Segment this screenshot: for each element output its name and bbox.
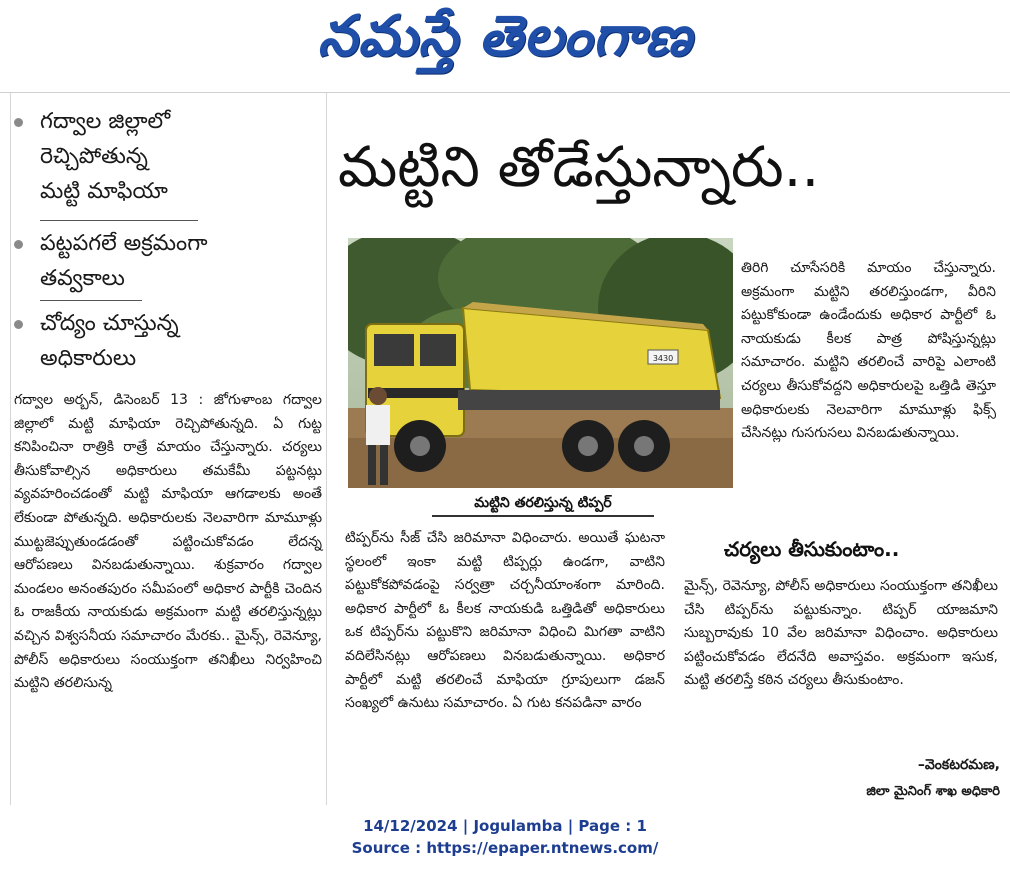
article-column-4 bbox=[684, 575, 998, 693]
bullet-line: చోద్యం చూస్తున్న bbox=[40, 311, 179, 336]
bullet-line: తవ్వకాలు bbox=[40, 266, 125, 291]
masthead-title: నమస్తే తెలంగాణ bbox=[317, 4, 693, 69]
footer-source: Source : https://epaper.ntnews.com/ bbox=[351, 839, 659, 857]
article-paragraph: తిరిగి చూసేసరికి మాయం చేస్తున్నారు. అక్రమంగా మట్టిని తరలిస్తుండగా, వీరిని పట్టుకోకుండా ఉండేందుకు అధికార పార్టీలో ఓ నాయకుడు కీలక పాత్ర పోషిస్తున్నట్లు సమాచారం. మట్టిని తరలించే వారిపై ఎలాంటి చర్యలు తీసుకోవద్దని అధికారులపై ఒత్తిడి తెస్తూ అధికారులకు నెలవారిగా మామూళ్లు ఫిక్స్ చేసినట్లు గుసగుసలు వినబడుతున్నాయి. bbox=[741, 260, 996, 442]
bullet-line: పట్టపగలే అక్రమంగా bbox=[40, 231, 208, 256]
photo-caption: మట్టిని తరలిస్తున్న టిప్పర్ bbox=[432, 491, 654, 517]
bullet-item-1 bbox=[14, 104, 314, 209]
article-column-2 bbox=[345, 527, 665, 716]
bullet-line: రెచ్చిపోతున్న bbox=[40, 144, 148, 169]
bullet-dot bbox=[14, 240, 23, 249]
masthead-divider bbox=[0, 92, 1010, 93]
bullet-dot bbox=[14, 118, 23, 127]
bullet-separator bbox=[40, 220, 198, 221]
article-paragraph: గద్వాల అర్బన్, డిసెంబర్ 13 : జోగుళాంబ గద్వాల జిల్లాలో మట్టి మాఫియా రెచ్చిపోతున్నది. ఏ గుట్ట కనిపించినా రాత్రికి రాత్రే మాయం చేస్తున్నారు. చర్యలు తీసుకోవాల్సిన అధికారులు తమకేమీ పట్టనట్లు వ్యవహరించడంతో మట్టి మాఫియా ఆగడాలకు అంతే లేకుండా పోతున్నది. అధికారులకు నెలవారిగా మామూళ్లు ముట్టజెప్పుతుండడంతో పట్టించుకోవడం లేదన్న ఆరోపణలు వినబడుతున్నాయి. శుక్రవారం గద్వాల మండలం అనంతపురం సమీపంలో అధికార పార్టీకి చెందిన ఓ రాజకీయ నాయకుడు అక్రమంగా మట్టి తరలిస్తున్నట్లు వచ్చిన విశ్వసనీయ సమాచారం మేరకు.. మైన్స్, రెవెన్యూ, పోలీస్ అధికారులు సంయుక్తంగా తనిఖీలు నిర్వహించి మట్టిని తరలిసున్న bbox=[14, 392, 322, 692]
article-paragraph: టిప్పర్‌ను సీజ్ చేసి జరిమానా విధించారు. అయితే ఘటనా స్థలంలో ఇంకా మట్టి టిప్పర్లు ఉండగా, వాటిని పట్టుకోకపోవడంపై సర్వత్రా చర్చనీయాంశంగా మారింది. అధికార పార్టీలో ఓ కీలక నాయకుడి ఒత్తిడితో అధికారులు ఒక టిప్పర్‌ను పట్టుకొని జరిమానా విధించి మిగతా వాటిని వదిలేసినట్లు ఆరోపణలు వినబడుతున్నాయి. అధికార పార్టీలో మట్టి తరలించే మాఫియా గ్రూపులుగా డజన్ సంఖ్యలో ఉనుటు సమాచారం. ఏ గుట కనపడినా వారం bbox=[345, 530, 665, 712]
column-rule bbox=[326, 93, 327, 805]
headline: మట్టిని తోడేస్తున్నారు.. bbox=[338, 135, 820, 200]
bullet-line: గద్వాల జిల్లాలో bbox=[40, 109, 171, 134]
article-paragraph: మైన్స్, రెవెన్యూ, పోలీస్ అధికారులు సంయుక్తంగా తనిఖీలు చేసి టిప్పర్‌ను పట్టుకున్నాం. టిప్పర్ యాజమాని సుబ్బరావుకు 10 వేల జరిమానా విధించాం. అధికారులు పట్టించుకోవడం లేదనేది అవాస్తవం. అక్రమంగా ఇసుక, మట్టి తరలిస్తే కఠిన చర్యలు తీసుకుంటాం. bbox=[684, 578, 998, 689]
byline-designation: జిలా మైనింగ్ శాఖ అధికారి bbox=[866, 784, 1000, 799]
article-column-3 bbox=[741, 257, 996, 446]
subheading: చర్యలు తీసుకుంటాం.. bbox=[724, 537, 900, 561]
bullet-line: అధికారులు bbox=[40, 346, 137, 371]
byline: –వెంకటరమణ, bbox=[917, 757, 1000, 773]
footer-date-edition: 14/12/2024 | Jogulamba | Page : 1 bbox=[363, 817, 647, 835]
truck-plate: 3430 bbox=[652, 354, 674, 363]
left-margin-rule bbox=[10, 93, 11, 805]
bullet-dot bbox=[14, 320, 23, 329]
bullet-item-3 bbox=[14, 306, 314, 376]
masthead bbox=[0, 0, 1010, 84]
article-column-1 bbox=[14, 389, 322, 696]
bullet-separator bbox=[40, 300, 142, 301]
news-photo bbox=[348, 238, 733, 488]
bullet-item-2 bbox=[14, 226, 314, 296]
bullet-line: మట్టి మాఫియా bbox=[40, 179, 168, 204]
tipper-truck-photo bbox=[348, 238, 733, 488]
